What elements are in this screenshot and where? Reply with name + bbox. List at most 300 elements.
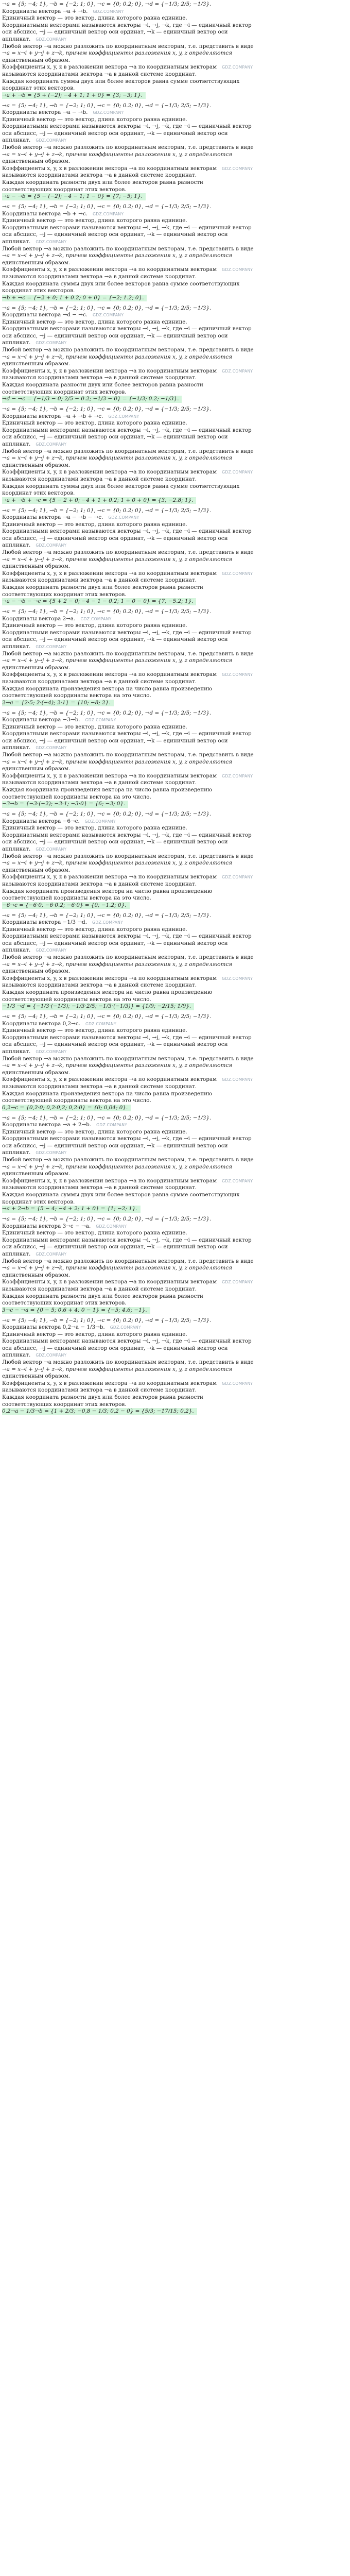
line-text: координат этих векторов.: [2, 85, 75, 92]
line-text: единственным образом.: [2, 57, 71, 63]
line-text: аппликат.: [2, 1048, 31, 1055]
text-line: [2, 1, 348, 8]
watermark: GDZ.COMPANY: [36, 239, 67, 244]
watermark: GDZ.COMPANY: [222, 65, 253, 70]
line-text: единственным образом.: [2, 1069, 71, 1076]
text-line: [2, 490, 348, 497]
text-line: [2, 29, 348, 36]
text-line: [2, 1056, 348, 1063]
text-line: [2, 347, 348, 354]
text-line: [2, 354, 348, 361]
line-text: единственным образом.: [2, 158, 71, 165]
line-text: называются координатами вектора →a в данной системе координат.: [2, 678, 197, 685]
text-line: [2, 1178, 348, 1185]
line-text: Координатными векторами называются векторы →i, →j, →k, где →i — единичный вектор: [2, 933, 252, 940]
line-text: →a = x→i + y→j + z→k, причем коэффициенты разложения x, y, z определяются: [2, 556, 233, 563]
text-line: [2, 217, 348, 225]
line-text: →a = {5; −4; 1}, →b = {−2; 1; 0}, →c = {0; 0.2; 0}, →d = {−1/3; 2/5; −1/3}.: [2, 709, 212, 716]
line-text: Любой вектор →a можно разложить по координатным векторам, т.е. представить в виде: [2, 954, 254, 961]
text-line: [2, 361, 348, 368]
watermark: GDZ.COMPANY: [92, 920, 124, 925]
line-text: →a = x→i + y→j + z→k, причем коэффициенты разложения x, y, z определяются: [2, 455, 233, 462]
line-text: Координатными векторами называются векторы →i, →j, →k, где →i — единичный вектор: [2, 1338, 252, 1345]
line-text: Единичный вектор — это вектор, длина которого равна единице.: [2, 420, 187, 427]
line-text: Единичный вектор — это вектор, длина которого равна единице.: [2, 622, 187, 629]
text-line: [2, 933, 348, 940]
text-line: [2, 1083, 348, 1091]
line-text: Любой вектор →a можно разложить по координатным векторам, т.е. представить в виде: [2, 1055, 254, 1062]
text-line: [2, 1157, 348, 1164]
text-line: [2, 787, 348, 794]
text-line: [2, 109, 348, 116]
text-line: [2, 57, 348, 64]
text-line: [2, 462, 348, 469]
text-line: [2, 665, 348, 672]
watermark: GDZ.COMPANY: [93, 110, 124, 115]
text-line: [2, 1129, 348, 1136]
line-text: Каждая координата разности двух или более векторов равна разности: [2, 179, 203, 186]
text-line: [2, 692, 348, 700]
text-line: [2, 239, 348, 246]
line-text: Коэффициенты x, y, z в разложении вектора →a по координатным векторам: [2, 570, 217, 577]
line-text: называются координатами вектора →a в данной системе координат.: [2, 880, 197, 887]
solution-block: [2, 1013, 348, 1111]
line-text: Коэффициенты x, y, z в разложении вектора →a по координатным векторам: [2, 1177, 217, 1184]
line-text: →a = {5; −4; 1}, →b = {−2; 1; 0}, →c = {0; 0.2; 0}, →d = {−1/3; 2/5; −1/3}.: [2, 912, 212, 919]
text-line: [2, 1223, 348, 1230]
line-text: называются координатами вектора →a в данной системе координат.: [2, 1285, 197, 1292]
line-text: аппликат.: [2, 643, 31, 650]
text-line: [2, 319, 348, 326]
text-line: [2, 867, 348, 874]
line-text: →a + →b + →c = {5 − 2 + 0; −4 + 1 + 0.2; 1 + 0 + 0} = {3; −2.8; 1}.: [2, 497, 196, 504]
watermark: GDZ.COMPANY: [36, 948, 67, 953]
text-line: [2, 1143, 348, 1150]
solution-block: [2, 912, 348, 1010]
solution-block: [2, 103, 348, 200]
line-text: →a = x→i + y→j + z→k, причем коэффициенты разложения x, y, z определяются: [2, 961, 233, 968]
line-text: Каждая координата произведения вектора на число равна произведению: [2, 787, 213, 793]
line-text: Единичный вектор — это вектор, длина которого равна единице.: [2, 1331, 187, 1337]
text-line: [2, 636, 348, 643]
line-text: аппликат.: [2, 238, 31, 245]
text-line: [2, 556, 348, 564]
line-text: →a + →b = {5 + (−2); −4 + 1; 1 + 0} = {3; −3; 1}.: [2, 92, 146, 99]
text-line: [2, 123, 348, 130]
line-text: →d − →c = {−1/3 − 0; 2/5 − 0.2; −1/3 − 0} = {−1/3; 0.2; −1/3}.: [2, 396, 182, 403]
watermark: GDZ.COMPANY: [85, 718, 116, 723]
line-text: аппликат.: [2, 36, 31, 42]
text-line: [2, 591, 348, 599]
line-text: Каждая координата произведения вектора на число равна произведению: [2, 989, 213, 996]
line-text: →a = {5; −4; 1}, →b = {−2; 1; 0}, →c = {0; 0.2; 0}, →d = {−1/3; 2/5; −1/3}.: [2, 811, 212, 817]
line-text: Координатными векторами называются векторы →i, →j, →k, где →i — единичный вектор: [2, 326, 252, 332]
line-text: координат этих векторов.: [2, 1198, 75, 1205]
line-text: Каждая координата разности двух или более векторов равна разности: [2, 1293, 203, 1299]
text-line: [2, 975, 348, 982]
line-text: соответствующей координаты вектора на это число.: [2, 996, 151, 1003]
line-text: →a = {5; −4; 1}, →b = {−2; 1; 0}, →c = {0; 0.2; 0}, →d = {−1/3; 2/5; −1/3}.: [2, 204, 212, 210]
line-text: Координатными векторами называются векторы →i, →j, →k, где →i — единичный вектор: [2, 22, 252, 28]
line-text: аппликат.: [2, 845, 31, 852]
text-line: [2, 1373, 348, 1380]
line-text: Координаты вектора →a + 2→b.: [2, 1122, 92, 1128]
line-text: Единичный вектор — это вектор, длина которого равна единице.: [2, 723, 187, 730]
text-line: [2, 1136, 348, 1143]
line-text: единственным образом.: [2, 563, 71, 570]
solution-block: [2, 1, 348, 99]
text-line: [2, 773, 348, 780]
text-line: [2, 779, 348, 787]
watermark: GDZ.COMPANY: [222, 368, 253, 374]
solution-block: [2, 710, 348, 808]
text-line: [2, 1035, 348, 1042]
line-text: соответствующей координаты вектора на это число.: [2, 895, 151, 902]
text-line: [2, 982, 348, 989]
watermark: GDZ.COMPANY: [110, 1325, 141, 1330]
watermark: GDZ.COMPANY: [108, 414, 139, 419]
text-line: [2, 1171, 348, 1178]
text-line: [2, 246, 348, 253]
solution-block: [2, 507, 348, 605]
line-text: Любой вектор →a можно разложить по координатным векторам, т.е. представить в виде: [2, 650, 254, 657]
text-line: [2, 1272, 348, 1279]
line-text: Коэффициенты x, y, z в разложении вектора →a по координатным векторам: [2, 874, 217, 880]
line-text: →a = x→i + y→j + z→k, причем коэффициенты разложения x, y, z определяются: [2, 1163, 233, 1170]
text-line: [2, 1184, 348, 1192]
text-line: [2, 818, 348, 825]
line-text: →a = x→i + y→j + z→k, причем коэффициенты разложения x, y, z определяются: [2, 151, 233, 158]
line-text: называются координатами вектора →a в данной системе координат.: [2, 982, 197, 989]
line-text: соответствующей координаты вектора на это число.: [2, 692, 151, 699]
result-line: [2, 1307, 348, 1314]
result-line: [2, 801, 348, 808]
text-line: [2, 881, 348, 888]
text-line: [2, 825, 348, 832]
result-line: [2, 396, 348, 403]
text-line: [2, 846, 348, 853]
line-text: →a = {5; −4; 1}, →b = {−2; 1; 0}, →c = {0; 0.2; 0}, →d = {−1/3; 2/5; −1/3}.: [2, 304, 212, 311]
text-line: [2, 616, 348, 623]
text-line: [2, 657, 348, 665]
text-line: [2, 266, 348, 274]
line-text: →a = x→i + y→j + z→k, причем коэффициенты разложения x, y, z определяются: [2, 1366, 233, 1372]
text-line: [2, 1062, 348, 1070]
text-line: [2, 759, 348, 766]
result-line: [2, 497, 348, 504]
text-line: [2, 420, 348, 427]
line-text: оси абсцисс, →j — единичный вектор оси ординат, →k — единичный вектор оси: [2, 535, 228, 541]
text-line: [2, 514, 348, 521]
line-text: →a = {5; −4; 1}, →b = {−2; 1; 0}, →c = {0; 0.2; 0}, →d = {−1/3; 2/5; −1/3}.: [2, 102, 212, 109]
line-text: Каждая координата разности двух или более векторов равна разности: [2, 584, 203, 591]
line-text: Координатными векторами называются векторы →i, →j, →k, где →i — единичный вектор: [2, 731, 252, 737]
text-line: [2, 340, 348, 347]
text-line: [2, 103, 348, 110]
text-line: [2, 549, 348, 556]
text-line: [2, 8, 348, 15]
text-line: [2, 476, 348, 483]
line-text: оси абсцисс, →j — единичный вектор оси ординат, →k — единичный вектор оси: [2, 29, 228, 36]
watermark: GDZ.COMPANY: [222, 267, 253, 273]
line-text: 3→c − →a = {0 − 5; 0.6 + 4; 0 − 1} = {−5; 4.6; −1}.: [2, 1307, 150, 1314]
line-text: аппликат.: [2, 1250, 31, 1257]
watermark: GDZ.COMPANY: [222, 571, 253, 576]
line-text: 2→a = {2·5; 2·(−4); 2·1} = {10; −8; 2}.: [2, 700, 114, 707]
line-text: Координаты вектора →b + →c.: [2, 210, 88, 217]
result-line: [2, 193, 348, 200]
line-text: →a = x→i + y→j + z→k, причем коэффициенты разложения x, y, z определяются: [2, 353, 233, 360]
text-line: [2, 1192, 348, 1199]
text-line: [2, 1380, 348, 1387]
line-text: называются координатами вектора →a в данной системе координат.: [2, 273, 197, 280]
text-line: [2, 1359, 348, 1366]
line-text: аппликат.: [2, 1352, 31, 1359]
watermark: GDZ.COMPANY: [108, 515, 139, 520]
solution-block: [2, 1115, 348, 1213]
line-text: единственным образом.: [2, 1373, 71, 1380]
text-line: [2, 968, 348, 975]
text-line: [2, 1324, 348, 1331]
text-line: [2, 912, 348, 920]
line-text: оси абсцисс, →j — единичный вектор оси ординат, →k — единичный вектор оси: [2, 332, 228, 339]
result-line: [2, 1408, 348, 1415]
watermark: GDZ.COMPANY: [222, 773, 253, 778]
watermark: GDZ.COMPANY: [36, 1049, 67, 1054]
text-line: [2, 1300, 348, 1307]
watermark: GDZ.COMPANY: [96, 1224, 127, 1229]
line-text: соответствующей координаты вектора на это число.: [2, 1097, 151, 1104]
line-text: −1/3 →d = {−1/3·(−1/3); −1/3·2/5; −1/3·(−1/3)} = {1/9; −2/15; 1/9}.: [2, 1003, 194, 1010]
text-line: [2, 130, 348, 138]
text-line: [2, 448, 348, 455]
watermark: GDZ.COMPANY: [85, 1021, 117, 1026]
watermark: GDZ.COMPANY: [222, 875, 253, 880]
line-text: называются координатами вектора →a в данной системе координат.: [2, 1387, 197, 1394]
text-line: [2, 1352, 348, 1359]
line-text: называются координатами вектора →a в данной системе координат.: [2, 476, 197, 482]
watermark: GDZ.COMPANY: [93, 313, 124, 318]
line-text: соответствующих координат этих векторов.: [2, 591, 127, 598]
line-text: Коэффициенты x, y, z в разложении вектора →a по координатным векторам: [2, 1380, 217, 1386]
text-line: [2, 1258, 348, 1265]
line-text: называются координатами вектора →a в данной системе координат.: [2, 1083, 197, 1090]
text-line: [2, 679, 348, 686]
line-text: соответствующих координат этих векторов.: [2, 388, 127, 395]
line-text: соответствующих координат этих векторов.: [2, 186, 127, 193]
watermark: GDZ.COMPANY: [36, 37, 67, 42]
text-line: [2, 36, 348, 43]
text-line: [2, 1122, 348, 1129]
text-line: [2, 724, 348, 731]
line-text: Координаты вектора →a + →b.: [2, 8, 88, 14]
line-text: оси абсцисс, →j — единичный вектор оси ординат, →k — единичный вектор оси: [2, 1041, 228, 1048]
text-line: [2, 204, 348, 211]
line-text: Координаты вектора −6→c.: [2, 818, 80, 824]
line-text: →a = {5; −4; 1}, →b = {−2; 1; 0}, →c = {0; 0.2; 0}, →d = {−1/3; 2/5; −1/3}.: [2, 1216, 212, 1222]
line-text: Координатными векторами называются векторы →i, →j, →k, где →i — единичный вектор: [2, 1236, 252, 1243]
line-text: Единичный вектор — это вектор, длина которого равна единице.: [2, 926, 187, 933]
text-line: [2, 1317, 348, 1325]
result-line: [2, 92, 348, 99]
text-line: [2, 853, 348, 860]
solution-block: [2, 608, 348, 706]
line-text: оси абсцисс, →j — единичный вектор оси ординат, →k — единичный вектор оси: [2, 636, 228, 643]
line-text: Координаты вектора −3→b.: [2, 717, 80, 723]
text-line: [2, 281, 348, 288]
text-line: [2, 1021, 348, 1028]
text-line: [2, 187, 348, 194]
text-line: [2, 483, 348, 490]
line-text: соответствующей координаты вектора на это число.: [2, 793, 151, 800]
watermark: GDZ.COMPANY: [80, 616, 112, 621]
line-text: Каждая координата произведения вектора на число равна произведению: [2, 685, 213, 692]
text-line: [2, 926, 348, 934]
text-line: [2, 766, 348, 773]
line-text: аппликат.: [2, 137, 31, 144]
line-text: Любой вектор →a можно разложить по координатным векторам, т.е. представить в виде: [2, 853, 254, 859]
text-line: [2, 1265, 348, 1272]
text-line: [2, 274, 348, 281]
line-text: Единичный вектор — это вектор, длина которого равна единице.: [2, 825, 187, 832]
solution-block: [2, 204, 348, 301]
line-text: Коэффициенты x, y, z в разложении вектора →a по координатным векторам: [2, 671, 217, 678]
text-line: [2, 710, 348, 717]
text-line: [2, 507, 348, 515]
text-line: [2, 179, 348, 187]
text-line: [2, 832, 348, 839]
result-line: [2, 1003, 348, 1010]
text-line: [2, 542, 348, 549]
text-line: [2, 1070, 348, 1077]
text-line: [2, 312, 348, 319]
text-line: [2, 260, 348, 267]
text-line: [2, 528, 348, 535]
line-text: Координатными векторами называются векторы →i, →j, →k, где →i — единичный вектор: [2, 1136, 252, 1142]
line-text: Единичный вектор — это вектор, длина которого равна единице.: [2, 1128, 187, 1135]
text-line: [2, 794, 348, 801]
text-line: [2, 1230, 348, 1237]
line-text: единственным образом.: [2, 968, 71, 975]
line-text: Единичный вектор — это вектор, длина которого равна единице.: [2, 521, 187, 528]
line-text: →a = x→i + y→j + z→k, причем коэффициенты разложения x, y, z определяются: [2, 1062, 233, 1069]
text-line: [2, 71, 348, 78]
text-line: [2, 50, 348, 57]
solution-block: [2, 406, 348, 504]
watermark: GDZ.COMPANY: [222, 672, 253, 677]
result-line: [2, 598, 348, 605]
text-line: [2, 535, 348, 543]
text-line: [2, 165, 348, 173]
text-line: [2, 744, 348, 752]
text-line: [2, 996, 348, 1004]
watermark: GDZ.COMPANY: [36, 442, 67, 447]
text-line: [2, 375, 348, 382]
text-line: [2, 1345, 348, 1352]
line-text: →a − →b = {5 − (−2); −4 − 1; 1 − 0} = {7; −5; 1}.: [2, 193, 146, 200]
text-line: [2, 389, 348, 396]
text-line: [2, 1076, 348, 1083]
text-line: [2, 1041, 348, 1048]
text-line: [2, 1164, 348, 1171]
text-line: [2, 940, 348, 947]
text-line: [2, 43, 348, 50]
line-text: Каждая координата произведения вектора на число равна произведению: [2, 888, 213, 894]
line-text: →a = {5; −4; 1}, →b = {−2; 1; 0}, →c = {0; 0.2; 0}, →d = {−1/3; 2/5; −1/3}.: [2, 608, 212, 615]
watermark: GDZ.COMPANY: [36, 1353, 67, 1358]
text-line: [2, 1279, 348, 1286]
watermark: GDZ.COMPANY: [222, 1280, 253, 1285]
line-text: оси абсцисс, →j — единичный вектор оси ординат, →k — единичный вектор оси: [2, 737, 228, 744]
text-line: [2, 427, 348, 434]
text-line: [2, 1115, 348, 1122]
text-line: [2, 1401, 348, 1409]
line-text: оси абсцисс, →j — единичный вектор оси ординат, →k — единичный вектор оси: [2, 130, 228, 137]
watermark: GDZ.COMPANY: [96, 1123, 128, 1128]
line-text: −3→b = {−3·(−2); −3·1; −3·0} = {6; −3; 0}.: [2, 801, 128, 808]
text-line: [2, 888, 348, 895]
line-text: Коэффициенты x, y, z в разложении вектора →a по координатным векторам: [2, 64, 217, 71]
text-line: [2, 382, 348, 389]
text-line: [2, 717, 348, 724]
line-text: 0,2→a − 1/3→b = {1 + 2/3; −0,8 − 1/3; 0,2 − 0} = {5/3; −17/15; 0,2}.: [2, 1408, 197, 1415]
watermark: GDZ.COMPANY: [36, 341, 67, 346]
line-text: Каждая координата суммы двух или более векторов равна сумме соответствующих: [2, 483, 240, 489]
line-text: единственным образом.: [2, 867, 71, 873]
line-text: Каждая координата суммы двух или более векторов равна сумме соответствующих: [2, 1192, 240, 1198]
result-line: [2, 700, 348, 707]
text-line: [2, 521, 348, 529]
text-line: [2, 1199, 348, 1206]
watermark: GDZ.COMPANY: [36, 644, 67, 649]
line-text: Единичный вектор — это вектор, длина которого равна единице.: [2, 217, 187, 224]
line-text: Координатными векторами называются векторы →i, →j, →k, где →i — единичный вектор: [2, 427, 252, 433]
line-text: единственным образом.: [2, 462, 71, 468]
watermark: GDZ.COMPANY: [36, 1150, 67, 1156]
line-text: называются координатами вектора →a в данной системе координат.: [2, 375, 197, 381]
text-line: [2, 1091, 348, 1098]
line-text: координат этих векторов.: [2, 490, 75, 497]
text-line: [2, 64, 348, 71]
line-text: Координаты вектора 0,2→a − 1/3→b.: [2, 1324, 105, 1331]
text-line: [2, 1331, 348, 1338]
text-line: [2, 989, 348, 996]
line-text: Координаты вектора −1/3 →d.: [2, 919, 87, 926]
line-text: Единичный вектор — это вектор, длина которого равна единице.: [2, 318, 187, 325]
line-text: Каждая координата произведения вектора на число равна произведению: [2, 1090, 213, 1097]
line-text: Каждая координата разности двух или более векторов равна разности: [2, 382, 203, 388]
text-line: [2, 326, 348, 333]
line-text: аппликат.: [2, 542, 31, 549]
line-text: →a = {5; −4; 1}, →b = {−2; 1; 0}, →c = {0; 0.2; 0}, →d = {−1/3; 2/5; −1/3}.: [2, 1114, 212, 1121]
text-line: [2, 287, 348, 295]
text-line: [2, 1048, 348, 1056]
result-line: [2, 1206, 348, 1213]
watermark: GDZ.COMPANY: [36, 846, 67, 852]
text-line: [2, 584, 348, 591]
solution-block: [2, 811, 348, 909]
line-text: называются координатами вектора →a в данной системе координат.: [2, 71, 197, 77]
text-line: [2, 413, 348, 420]
text-line: [2, 469, 348, 476]
line-text: →a = x→i + y→j + z→k, причем коэффициенты разложения x, y, z определяются: [2, 1265, 233, 1272]
line-text: аппликат.: [2, 340, 31, 346]
text-line: [2, 947, 348, 954]
line-text: →a + 2→b = {5 − 4; −4 + 2; 1 + 0} = {1; −2; 1}.: [2, 1206, 141, 1213]
text-line: [2, 1013, 348, 1021]
line-text: →a = {5; −4; 1}, →b = {−2; 1; 0}, →c = {0; 0.2; 0}, →d = {−1/3; 2/5; −1/3}.: [2, 1, 212, 7]
line-text: Каждая координата суммы двух или более векторов равна сумме соответствующих: [2, 78, 240, 84]
